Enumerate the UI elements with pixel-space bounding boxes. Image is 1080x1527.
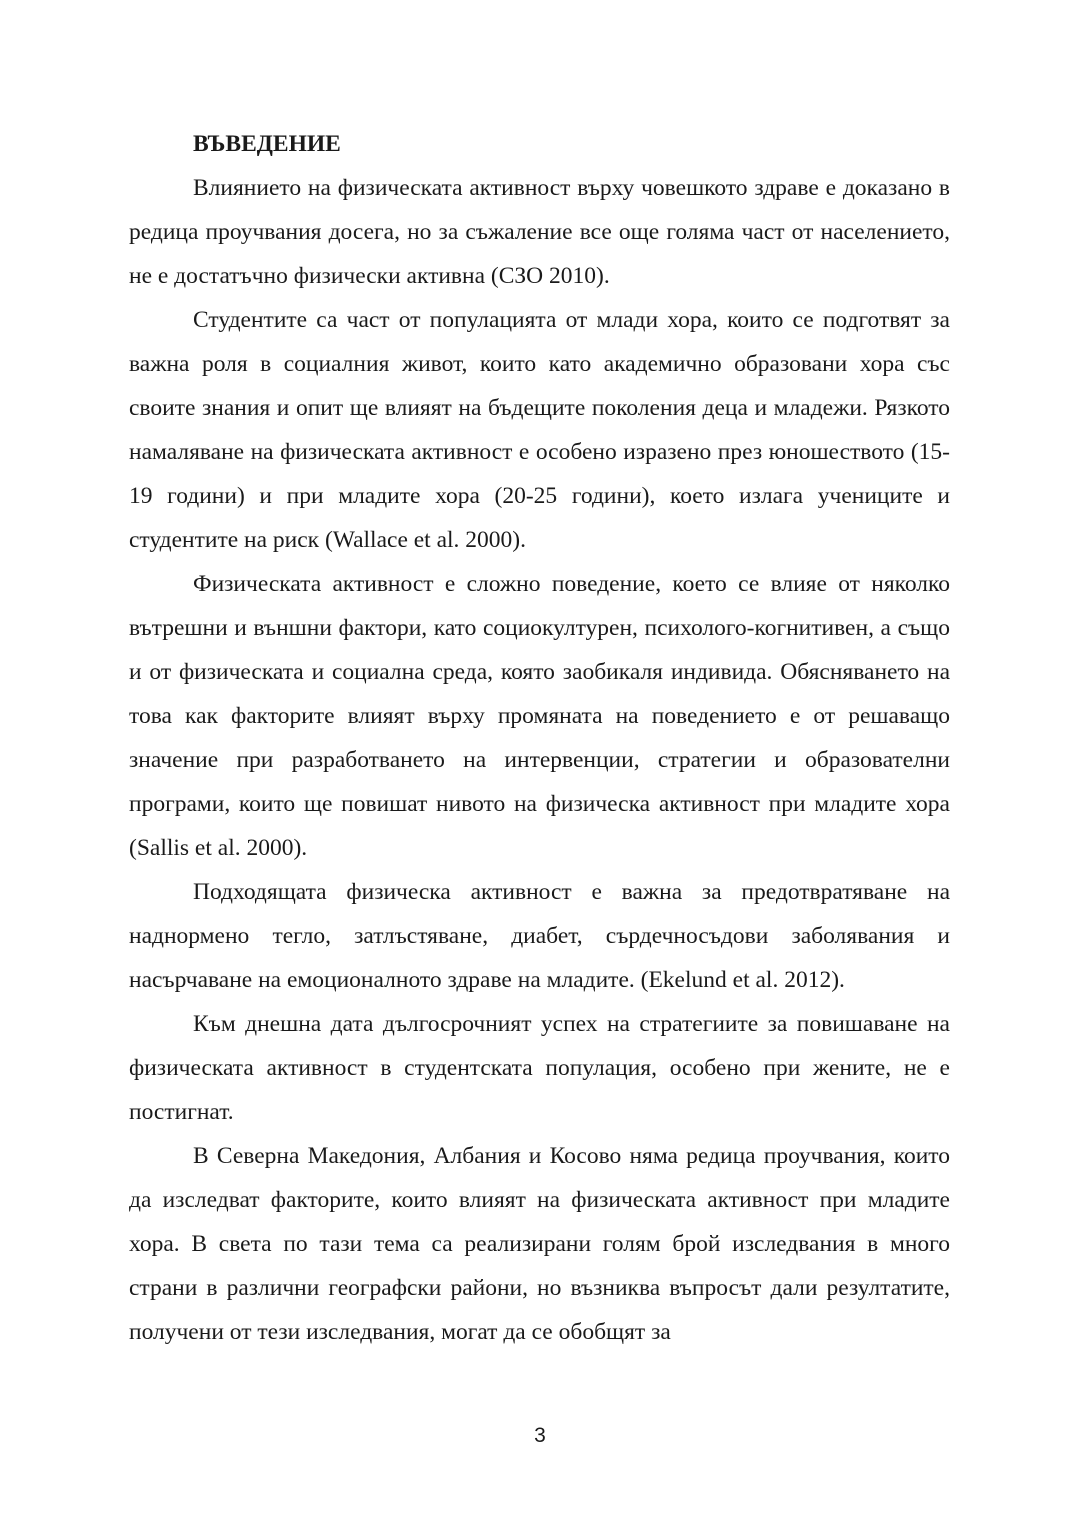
paragraph-3: Физическата активност е сложно поведение, което се влияе от няколко вътрешни и външни фактори, като социокултурен, психолого-когнитивен, а също и от физическата и социална среда, която заобикаля индивида. Обясняването на това как факторите влияят върху промяната на поведението е от решаващо значение при разработването на интервенции, стратегии и образователни програми, които ще повишат нивото на физическа активност при младите хора (Sallis et al. 2000). (129, 571, 950, 861)
paragraph-5: Към днешна дата дългосрочният успех на стратегиите за повишаване на физическата активност в студентската популация, особено при жените, не е постигнат. (129, 1011, 950, 1125)
paragraph-6: В Северна Македония, Албания и Косово няма редица проучвания, които да изследват факторите, които влияят на физическата активност при младите хора. В света по тази тема са реализирани голям брой изследвания в много страни в различни географски райони, но възниква въпросът дали резултатите, получени от тези изследвания, могат да се обобщят за (129, 1143, 950, 1345)
page-body (129, 124, 950, 1354)
paragraph-2: Студентите са част от популацията от млади хора, които се подготвят за важна роля в социалния живот, които като академично образовани хора със своите знания и опит ще влияят на бъдещите поколения деца и младежи. Рязкото намаляване на физическата активност е особено изразено през юношеството (15-19 години) и при младите хора (20-25 години), което излага учениците и студентите на риск (Wallace et al. 2000). (129, 307, 950, 553)
paragraph-1: Влиянието на физическата активност върху човешкото здраве е доказано в редица проучвания досега, но за съжаление все още голяма част от населението, не е достатъчно физически активна (СЗО 2010). (129, 175, 950, 289)
section-heading: ВЪВЕДЕНИЕ (193, 131, 341, 157)
paragraph-4: Подходящата физическа активност е важна за предотвратяване на наднормено тегло, затлъстяване, диабет, сърдечносъдови заболявания и насърчаване на емоционалното здраве на младите. (Ekelund et al. 2012). (129, 879, 950, 993)
page-number: 3 (534, 1424, 546, 1447)
